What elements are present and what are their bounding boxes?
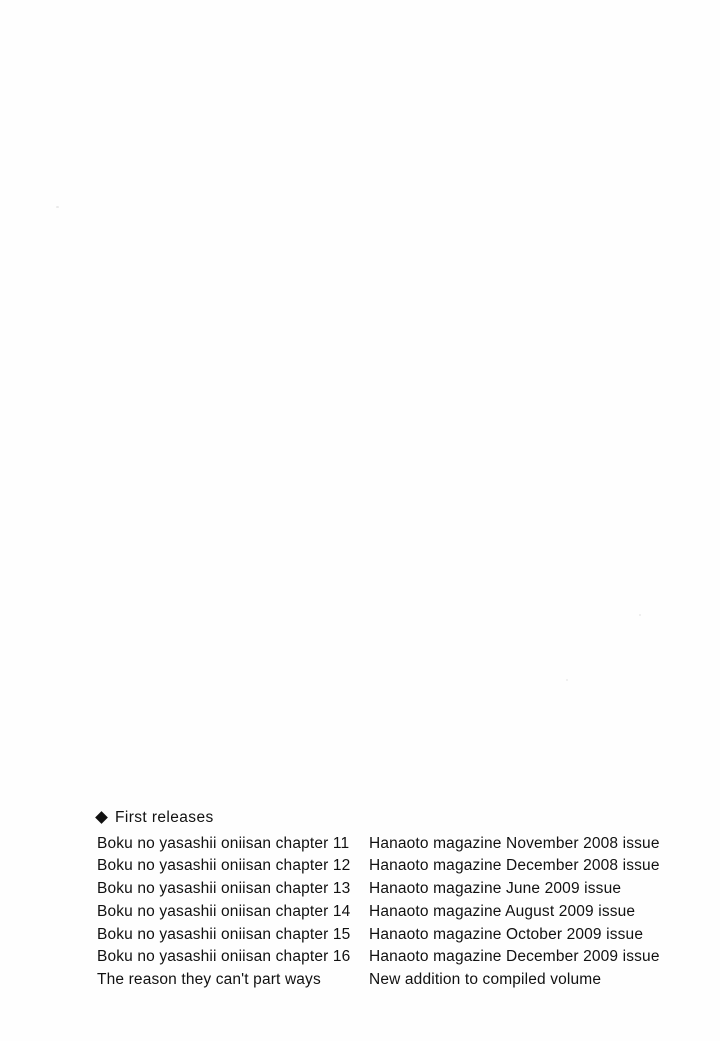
chapter-title: Boku no yasashii oniisan chapter 15	[97, 925, 351, 943]
paper-speck	[566, 679, 568, 681]
paper-speck	[639, 614, 641, 616]
chapter-source: Hanaoto magazine December 2008 issue	[369, 857, 660, 875]
table-row	[97, 901, 667, 924]
chapter-source: Hanaoto magazine October 2009 issue	[369, 925, 644, 943]
diamond-icon	[95, 811, 108, 824]
first-releases-table	[97, 833, 667, 992]
table-row	[97, 946, 667, 969]
table-row	[97, 855, 667, 878]
table-row	[97, 833, 667, 856]
table-row	[97, 924, 667, 947]
paper-speck	[56, 206, 59, 208]
first-releases-heading	[97, 810, 667, 826]
chapter-source: New addition to compiled volume	[369, 971, 602, 989]
first-releases-block	[97, 810, 667, 992]
chapter-title: Boku no yasashii oniisan chapter 16	[97, 948, 351, 966]
chapter-title: Boku no yasashii oniisan chapter 14	[97, 902, 351, 920]
chapter-title: Boku no yasashii oniisan chapter 12	[97, 857, 351, 875]
chapter-title: Boku no yasashii oniisan chapter 13	[97, 880, 351, 898]
chapter-source: Hanaoto magazine August 2009 issue	[369, 902, 636, 920]
table-row	[97, 969, 667, 992]
table-row	[97, 878, 667, 901]
chapter-source: Hanaoto magazine November 2008 issue	[369, 834, 660, 852]
chapter-title: Boku no yasashii oniisan chapter 11	[97, 834, 350, 852]
chapter-source: Hanaoto magazine December 2009 issue	[369, 948, 660, 966]
chapter-title: The reason they can't part ways	[97, 971, 321, 989]
chapter-source: Hanaoto magazine June 2009 issue	[369, 880, 622, 898]
first-releases-heading-label: First releases	[115, 809, 214, 826]
